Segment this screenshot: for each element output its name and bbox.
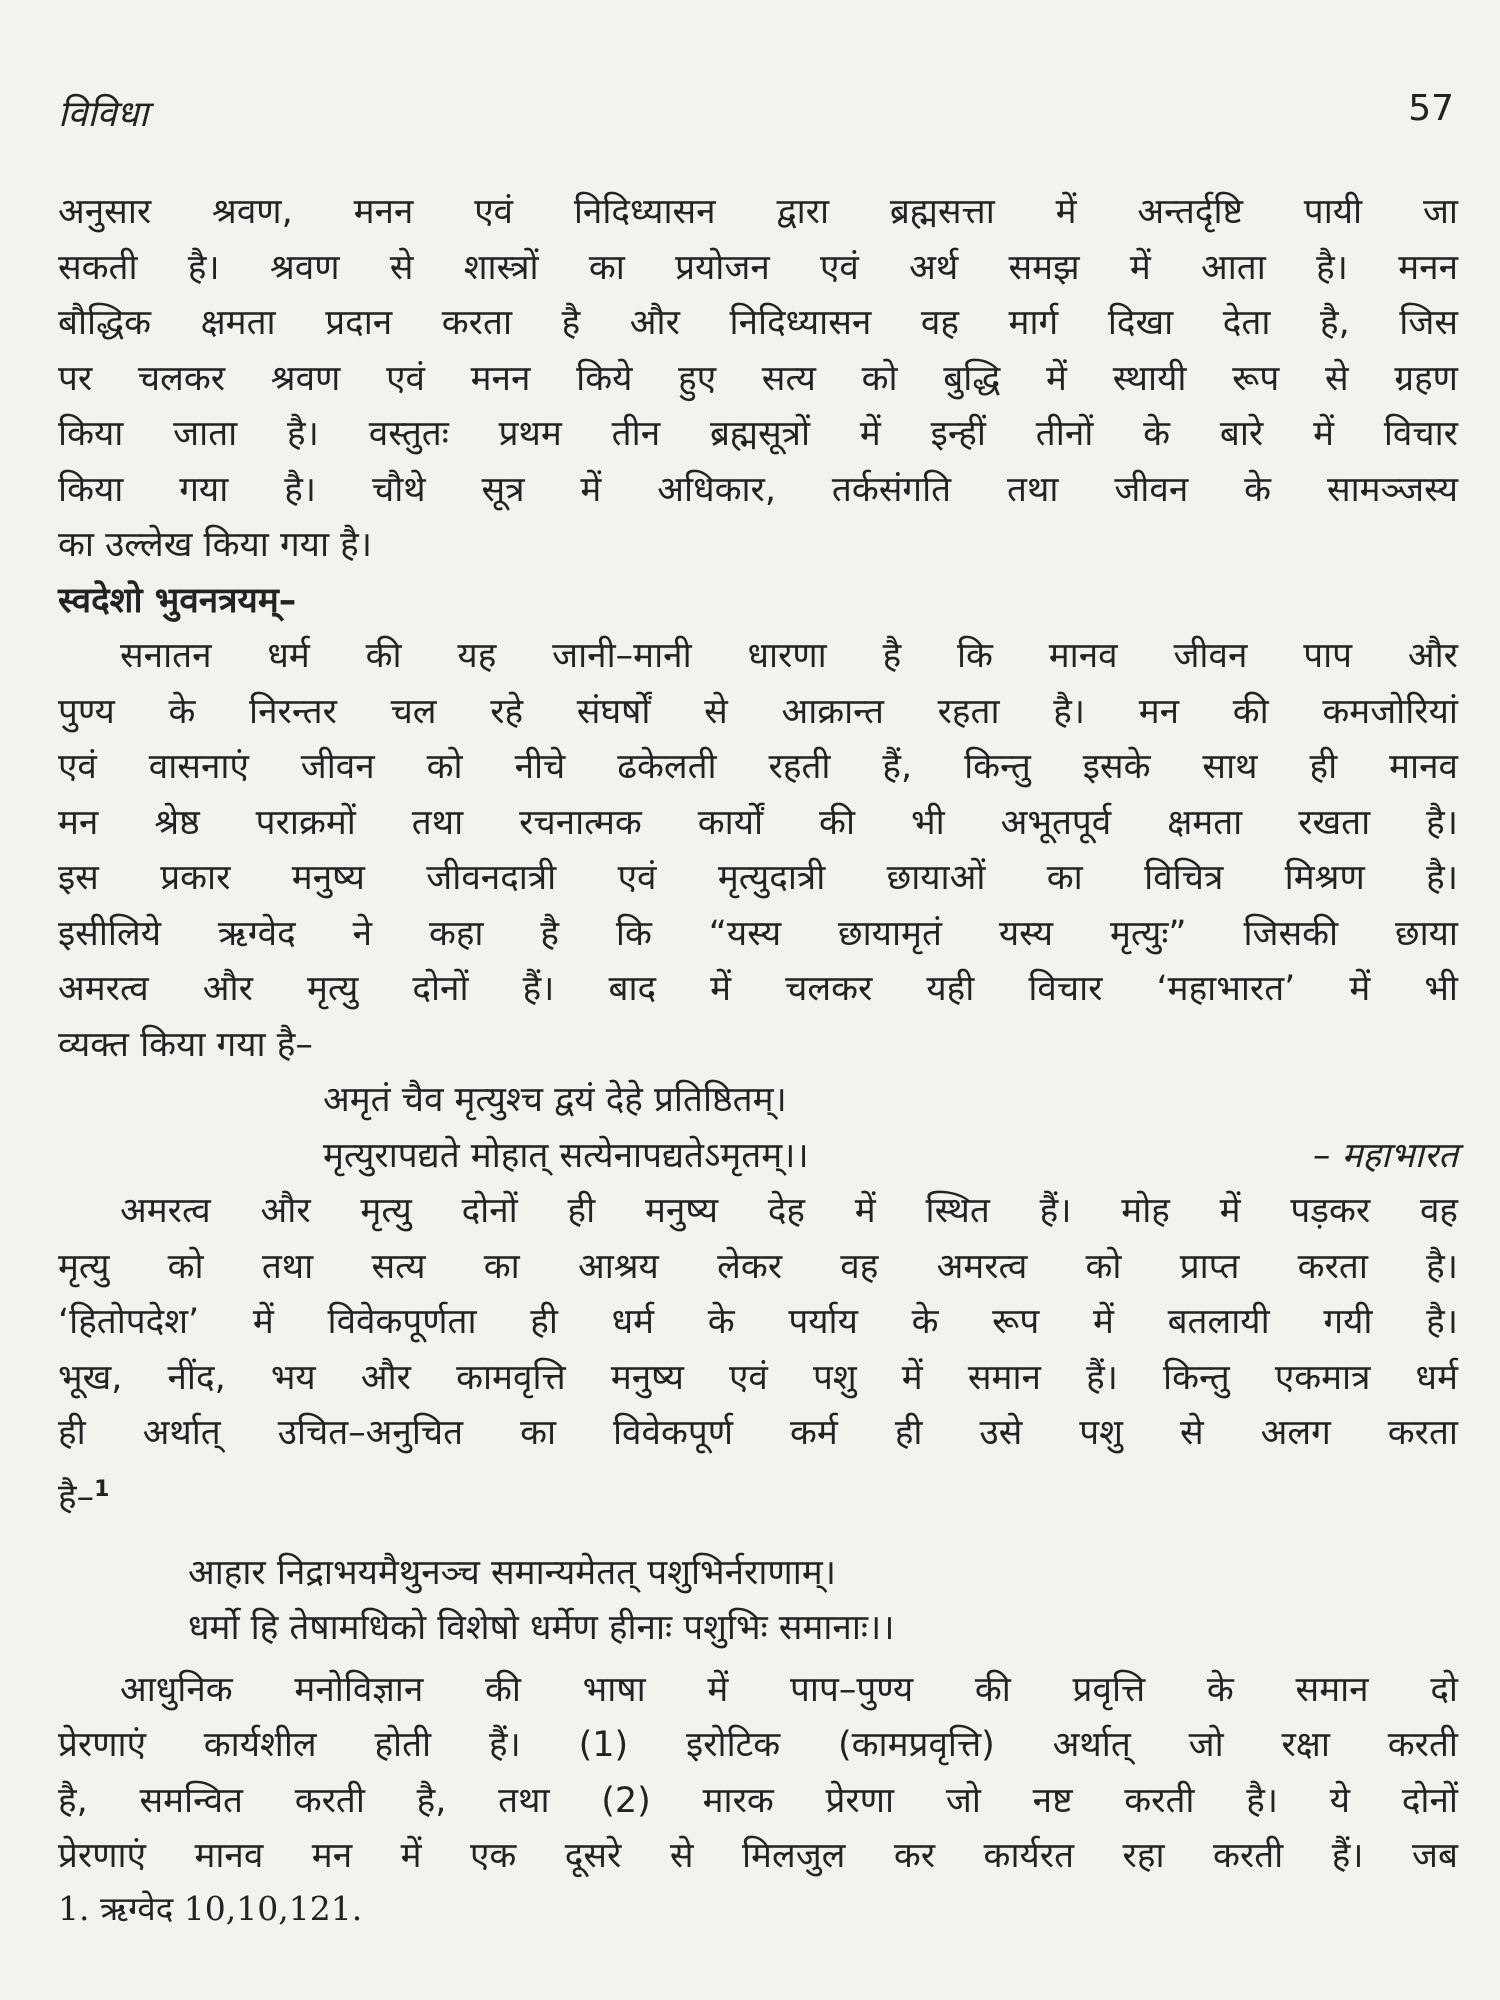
text-line: बौद्धिक क्षमता प्रदान करता है और निदिध्यासन वह मार्ग दिखा देता है, जिस (58, 303, 1458, 343)
text-line: प्रेरणाएं मानव मन में एक दूसरे से मिलजुल कर कार्यरत रहा करती हैं। जब (58, 1836, 1458, 1877)
page-header (58, 88, 1454, 148)
verse-line: आहार निद्राभयमैथुनञ्च समान्यमेतत् पशुभिर्नराणाम्। (188, 1552, 836, 1593)
text-line: व्यक्त किया गया है– (58, 1024, 313, 1065)
text-line: का उल्लेख किया गया है। (58, 525, 373, 565)
text-line: किया गया है। चौथे सूत्र में अधिकार, तर्कसंगति तथा जीवन के सामञ्जस्य (58, 469, 1458, 510)
text-line: प्रेरणाएं कार्यशील होती हैं। (1) इरोटिक (कामप्रवृत्ति) अर्थात् जो रक्षा करती (58, 1725, 1458, 1766)
text-line: अमरत्व और मृत्यु दोनों ही मनुष्य देह में स्थित हैं। मोह में पड़कर वह (120, 1191, 1458, 1231)
verse-line: मृत्युरापद्यते मोहात् सत्येनापद्यतेऽमृतम्।। (323, 1135, 809, 1176)
footnote-marker: 1 (94, 1476, 110, 1502)
verse-attribution: – महाभारत (1312, 1135, 1458, 1176)
verse-line-row (58, 1129, 1458, 1185)
verse-line: धर्मो हि तेषामधिको विशेषो धर्मेण हीनाः पशुभिः समानाः।। (188, 1608, 895, 1649)
text-line: इसीलिये ऋग्वेद ने कहा है कि “यस्य छायामृतं यस्य मृत्युः” जिसकी छाया (58, 913, 1458, 954)
text-line: ‘हितोपदेश’ में विवेकपूर्णता ही धर्म के पर्याय के रूप में बतलायी गयी है। (58, 1302, 1458, 1342)
text-line: अनुसार श्रवण, मनन एवं निदिध्यासन द्वारा ब्रह्मसत्ता में अन्तर्दृष्टि पायी जा (58, 192, 1458, 232)
text-line: एवं वासनाएं जीवन को नीचे ढकेलती रहती हैं, किन्तु इसके साथ ही मानव (58, 747, 1458, 787)
verse-mahabharata (58, 1073, 1458, 1184)
spacer (58, 1526, 1458, 1546)
paragraph-1 (58, 185, 1458, 574)
text-line: आधुनिक मनोविज्ञान की भाषा में पाप–पुण्य की प्रवृत्ति के समान दो (120, 1669, 1458, 1710)
text-line: सकती है। श्रवण से शास्त्रों का प्रयोजन एवं अर्थ समझ में आता है। मनन (58, 247, 1458, 288)
text-line: है, समन्वित करती है, तथा (2) मारक प्रेरणा जो नष्ट करती है। ये दोनों (58, 1780, 1458, 1821)
text-line: अमरत्व और मृत्यु दोनों हैं। बाद में चलकर यही विचार ‘महाभारत’ में भी (58, 969, 1458, 1009)
running-title: विविधा (58, 94, 149, 135)
paragraph-2 (58, 629, 1458, 1073)
text-line: पर चलकर श्रवण एवं मनन किये हुए सत्य को बुद्धि में स्थायी रूप से ग्रहण (58, 358, 1458, 399)
paragraph-3 (58, 1184, 1458, 1526)
text-line: सनातन धर्म की यह जानी–मानी धारणा है कि मानव जीवन पाप और (120, 636, 1458, 676)
text-line: ही अर्थात् उचित–अनुचित का विवेकपूर्ण कर्म ही उसे पशु से अलग करता (58, 1413, 1458, 1453)
verse-line: अमृतं चैव मृत्युश्च द्वयं देहे प्रतिष्ठितम्। (323, 1080, 787, 1120)
verse-hitopadesha (58, 1546, 1458, 1657)
text-fragment: है– (58, 1477, 95, 1518)
text-line: मृत्यु को तथा सत्य का आश्रय लेकर वह अमरत्व को प्राप्त करता है। (58, 1246, 1458, 1287)
body-text (58, 185, 1458, 1885)
text-line: पुण्य के निरन्तर चल रहे संघर्षों से आक्रान्त रहता है। मन की कमजोरियां (58, 691, 1458, 732)
text-line: किया जाता है। वस्तुतः प्रथम तीन ब्रह्मसूत्रों में इन्हीं तीनों के बारे में विचार (58, 414, 1458, 454)
section-heading: स्वदेशो भुवनत्रयम्– (58, 580, 297, 621)
text-line: मन श्रेष्ठ पराक्रमों तथा रचनात्मक कार्यों की भी अभूतपूर्व क्षमता रखता है। (58, 802, 1458, 843)
paragraph-4 (58, 1663, 1458, 1885)
text-line (58, 1462, 1458, 1526)
text-line: भूख, नींद, भय और कामवृत्ति मनुष्य एवं पशु में समान हैं। किन्तु एकमात्र धर्म (58, 1357, 1458, 1398)
page-number: 57 (1408, 88, 1454, 129)
footnote: 1. ऋग्वेद 10,10,121. (58, 1889, 363, 1928)
text-line: इस प्रकार मनुष्य जीवनदात्री एवं मृत्युदात्री छायाओं का विचित्र मिश्रण है। (58, 858, 1458, 898)
